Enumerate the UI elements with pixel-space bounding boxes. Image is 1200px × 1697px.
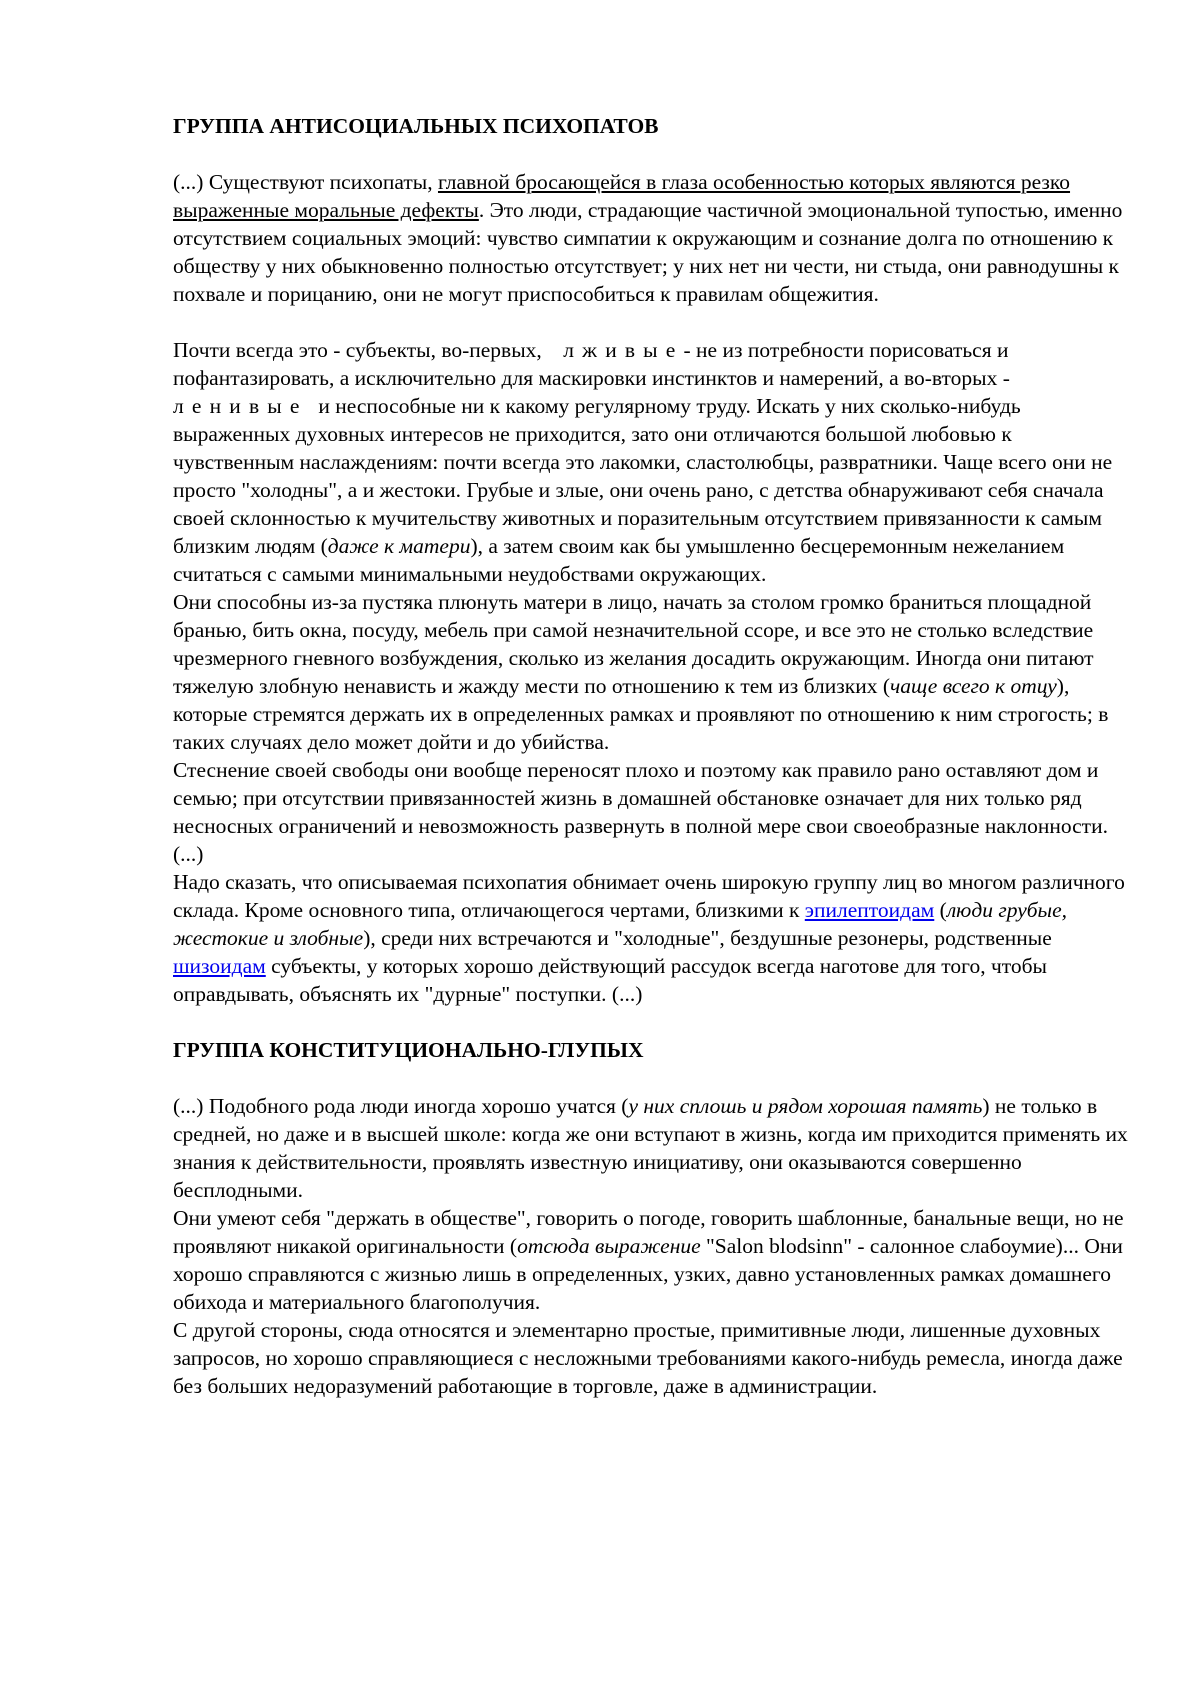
text-run: Они способны из-за пустяка плюнуть матери в лицо, начать за столом громко браниться площадной бранью, бить окна, посуду, мебель при самой незначительной ссоре, и все это не столько вследствие чрезмерного гневного возбуждения, сколько из желания досадить окружающим. Иногда они питают тяжелую злобную ненависть и жажду мести по отношению к тем из близких ( [173, 590, 1094, 698]
italic-text: даже к матери [327, 534, 471, 558]
section-heading-antisocial: ГРУППА АНТИСОЦИАЛЬНЫХ ПСИХОПАТОВ [173, 114, 659, 138]
paragraph-antisocial-2 [173, 336, 1133, 588]
text-run: Почти всегда это - субъекты, во-первых, [173, 338, 542, 362]
italic-text: у них сплошь и рядом хорошая память [628, 1094, 983, 1118]
text-run: (...) Подобного рода люди иногда хорошо учатся ( [173, 1094, 629, 1118]
italic-text: чаще всего к отцу [890, 674, 1057, 698]
document-page [173, 112, 1133, 1400]
text-run: ( [934, 898, 947, 922]
paragraph-antisocial-5 [173, 868, 1133, 1008]
text-run: субъекты, у которых хорошо действующий рассудок всегда наготове для того, чтобы оправдывать, объяснять их "дурные" поступки. (...) [173, 954, 1048, 1006]
text-run: и неспособные ни к какому регулярному труду. Искать у них сколько-нибудь выраженных духовных интересов не приходится, зато они отличаются большой любовью к чувственным наслаждениям: почти всегда это лакомки, сластолюбцы, развратники. Чаще всего они не просто "холодны", а и жестоки. Грубые и злые, они очень рано, с детства обнаруживают себя сначала своей склонностью к мучительству животных и поразительным отсутствием привязанности к самым близким людям ( [173, 394, 1113, 558]
text-run: ), которые стремятся держать их в определенных рамках и проявляют по отношению к ним строгость; в таких случаях дело может дойти и до убийства. [173, 674, 1109, 754]
text-run: . Это люди, страдающие частичной эмоциональной тупостью, именно отсутствием социальных эмоций: чувство симпатии к окружающим и сознание долга по отношению к обществу у них обыкновенно полностью отсутствует; у них нет ни чести, ни стыда, они равнодушны к похвале и порицанию, они не могут приспособиться к правилам общежития. [173, 198, 1123, 306]
italic-text: отсюда выражение [517, 1234, 701, 1258]
text-run: Они умеют себя "держать в обществе", говорить о погоде, говорить шаблонные, банальные вещи, но не проявляют никакой оригинальности ( [173, 1206, 1124, 1258]
paragraph-antisocial-4: Стеснение своей свободы они вообще переносят плохо и поэтому как правило рано оставляют дом и семью; при отсутствии привязанностей жизнь в домашней обстановке означает для них только ряд несносных ограничений и невозможность развернуть в полной мере свои своеобразные наклонности.(...) [173, 758, 1108, 866]
link-epileptoids[interactable]: эпилептоидам [804, 898, 935, 922]
text-run: Надо сказать, что описываемая психопатия обнимает очень широкую группу лиц во многом различного склада. Кроме основного типа, отличающегося чертами, близкими к [173, 870, 1125, 922]
text-run: ), среди них встречаются и "холодные", бездушные резонеры, родственные [363, 926, 1052, 950]
underlined-text: главной бросающейся в глаза особенностью которых являются резко выраженные моральные дефекты [173, 170, 1071, 222]
italic-text: люди грубые, жестокие и злобные [173, 898, 1068, 950]
text-run: ) не только в средней, но даже и в высшей школе: когда же они вступают в жизнь, когда им приходится применять их знания к действительности, проявлять известную инициативу, они оказываются совершенно бесплодными. [173, 1094, 1128, 1202]
paragraph-antisocial-3 [173, 588, 1133, 756]
text-run: ), а затем своим как бы умышленно бесцеремонным нежеланием считаться с самыми минимальными неудобствами окружающих. [173, 534, 1065, 586]
text-run: "Salon blodsinn" - салонное слабоумие)... Они хорошо справляются с жизнью лишь в определенных, узких, давно установленных рамках домашнего обихода и материального благополучия. [173, 1234, 1123, 1314]
spaced-word-lying: лживые [563, 338, 684, 362]
paragraph-antisocial-1 [173, 168, 1133, 308]
paragraph-stupid-1 [173, 1092, 1133, 1204]
paragraph-stupid-3: С другой стороны, сюда относятся и элементарно простые, примитивные люди, лишенные духовных запросов, но хорошо справляющиеся с несложными требованиями какого-нибудь ремесла, иногда даже без больших недоразумений работающие в торговле, даже в администрации. [173, 1318, 1123, 1398]
spaced-word-lazy: ленивые [173, 394, 308, 418]
section-heading-constitutionally-stupid: ГРУППА КОНСТИТУЦИОНАЛЬНО-ГЛУПЫХ [173, 1038, 644, 1062]
text-run: - не из потребности порисоваться и пофантазировать, а исключительно для маскировки инстинктов и намерений, а во-вторых - [173, 338, 1010, 390]
link-schizoids[interactable]: шизоидам [173, 954, 266, 978]
text-run: (...) Существуют психопаты, [173, 170, 438, 194]
paragraph-stupid-2 [173, 1204, 1133, 1316]
